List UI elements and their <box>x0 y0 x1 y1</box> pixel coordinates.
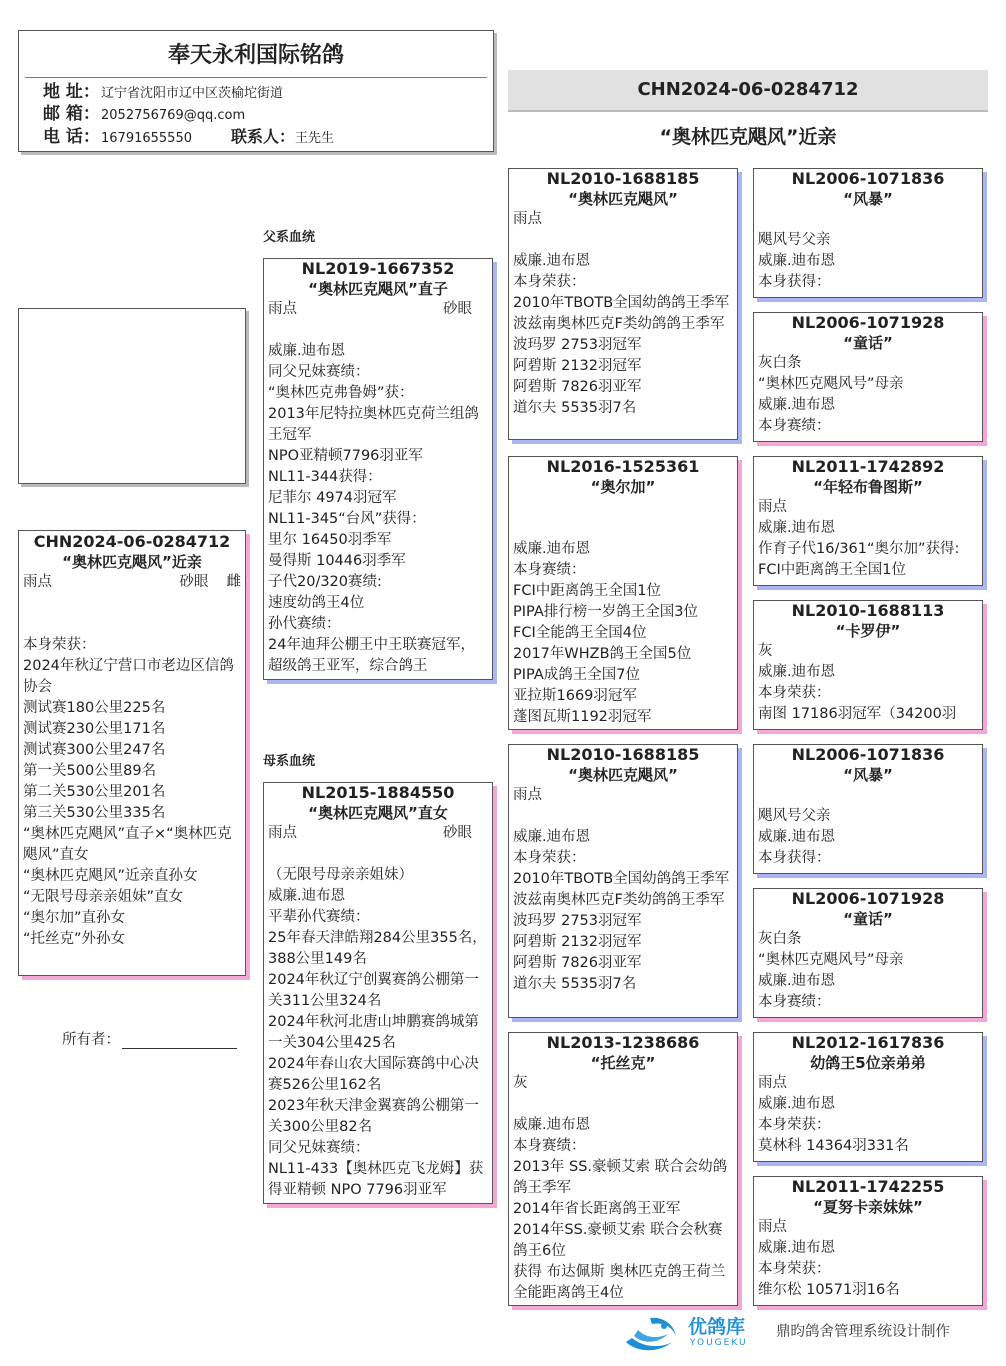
top-ring-banner <box>508 70 988 112</box>
detail-line: 本身赛绩： <box>758 418 831 434</box>
great-grandparent-card-3 <box>753 456 983 586</box>
ggp-ring: NL2010-1688113 <box>791 601 945 620</box>
grandparent-card-2 <box>508 456 738 730</box>
ggp-name: “夏努卡亲妹妹” <box>813 1198 923 1216</box>
ggp-ring: NL2011-1742892 <box>791 457 945 476</box>
detail-line: 威廉.迪布恩 <box>758 973 836 989</box>
detail-line: “奥林匹克飓风号”母亲 <box>758 376 904 392</box>
detail-line <box>264 844 492 865</box>
sire-color: 雨点 <box>268 301 297 317</box>
owner-line <box>62 1028 237 1049</box>
ggp-ring: NL2006-1071928 <box>791 313 945 332</box>
detail-line: 2010年TBOTB全国幼鸽鸽王季军 <box>513 871 730 887</box>
detail-line: 威廉.迪布恩 <box>758 1096 836 1112</box>
ggp-details <box>754 209 982 293</box>
gp-name: “奥尔加” <box>590 478 656 496</box>
gp-name: “托丝克” <box>590 1054 656 1072</box>
detail-line: 雨点 <box>758 1075 787 1091</box>
detail-line: PIPA排行榜一岁鸽王全国3位 <box>513 604 698 620</box>
detail-line: 本身获得： <box>758 274 831 290</box>
detail-line: 本身荣获： <box>23 637 96 653</box>
sire-name: “奥林匹克飓风”直子 <box>308 280 448 298</box>
yougeku-logo-icon <box>622 1312 684 1356</box>
detail-line: “奥林匹克飓风”直子×“奥林匹克飓风”直女 <box>23 826 232 863</box>
great-grandparent-card-7 <box>753 1032 983 1162</box>
detail-line: 2010年TBOTB全国幼鸽鸽王季军 <box>513 295 730 311</box>
phone-label: 电 话： <box>43 127 100 147</box>
detail-line <box>264 320 492 341</box>
detail-line: 本身荣获： <box>513 850 586 866</box>
detail-line: 道尔夫 5535羽7名 <box>513 976 637 992</box>
detail-line: 灰白条 <box>758 931 802 947</box>
dam-details <box>264 844 492 1201</box>
detail-line: 莫林科 14364羽331名 <box>758 1138 909 1154</box>
subject-eye: 砂眼 <box>179 574 209 590</box>
loft-name: 奉天永利国际铭鸽 <box>167 43 344 68</box>
detail-line: 灰白条 <box>758 355 802 371</box>
detail-line: “托丝克”外孙女 <box>23 931 126 947</box>
detail-line: 平辈孙代赛绩： <box>268 909 370 925</box>
detail-line: 2013年 SS.豪顿艾索 联合会幼鸽鸽王季军 <box>513 1159 728 1196</box>
top-pigeon-name: “奥林匹克飓风”近亲 <box>659 126 837 148</box>
detail-line: 2013年尼特拉奥林匹克荷兰组鸽王冠军 <box>268 406 479 443</box>
detail-line: 威廉.迪布恩 <box>513 541 591 557</box>
detail-line: （无限号母亲亲姐妹） <box>268 867 413 883</box>
sire-section-label: 父系血统 <box>263 230 316 245</box>
detail-line <box>509 230 737 251</box>
email-value: 2052756769@qq.com <box>101 108 246 123</box>
ggp-details <box>754 353 982 437</box>
ggp-details <box>754 641 982 725</box>
detail-line: 本身荣获： <box>513 274 586 290</box>
ggp-details <box>754 785 982 869</box>
great-grandparent-card-8 <box>753 1176 983 1306</box>
detail-line <box>509 806 737 827</box>
detail-line: 威廉.迪布恩 <box>513 829 591 845</box>
detail-line: “奥尔加”直孙女 <box>23 910 126 926</box>
detail-line: 灰 <box>513 1075 528 1091</box>
detail-line: 雨点 <box>758 499 787 515</box>
detail-line: 雨点 <box>513 787 542 803</box>
dam-section-label: 母系血统 <box>263 754 316 769</box>
dam-color: 雨点 <box>268 825 297 841</box>
detail-line: 测试赛230公里171名 <box>23 721 166 737</box>
detail-line: 2024年秋辽宁创翼赛鸽公棚第一关311公里324名 <box>268 972 479 1009</box>
footer-credit: 鼎昀鸽舍管理系统设计制作 <box>776 1324 950 1340</box>
dam-name: “奥林匹克飓风”直女 <box>308 804 448 822</box>
detail-line: FCI中距离鸽王全国1位 <box>758 562 906 578</box>
detail-line: 本身荣获： <box>758 685 831 701</box>
detail-line: 威廉.迪布恩 <box>758 397 836 413</box>
loft-header <box>18 30 494 152</box>
detail-line: 威廉.迪布恩 <box>268 343 346 359</box>
great-grandparent-card-5 <box>753 744 983 874</box>
detail-line: NL11-345“台风”获得： <box>268 511 426 527</box>
detail-line: “奥林匹克飓风号”母亲 <box>758 952 904 968</box>
gp-ring: NL2013-1238686 <box>546 1033 700 1052</box>
ggp-name: “卡罗伊” <box>835 622 901 640</box>
detail-line: NPO亚精顿7796羽亚军 <box>268 448 423 464</box>
detail-line: 本身赛绩： <box>758 994 831 1010</box>
gp-name: “奥林匹克飓风” <box>568 766 678 784</box>
detail-line: 曼得斯 10446羽季军 <box>268 553 406 569</box>
pigeon-photo <box>18 308 246 484</box>
detail-line: 尼菲尔 4974羽冠军 <box>268 490 397 506</box>
subject-achievements <box>19 635 245 950</box>
owner-label: 所有者： <box>62 1032 120 1048</box>
great-grandparent-card-1 <box>753 168 983 298</box>
ggp-name: “风暴” <box>843 766 893 784</box>
detail-line: 获得 布达佩斯 奥林匹克鸽王荷兰全能距离鸽王4位 <box>513 1264 726 1301</box>
address-value: 辽宁省沈阳市辽中区茨榆坨街道 <box>101 86 284 101</box>
detail-line: 亚拉斯1669羽冠军 <box>513 688 637 704</box>
detail-line: 同父兄妹赛绩： <box>268 364 370 380</box>
detail-line <box>509 1094 737 1115</box>
gp-ring: NL2010-1688185 <box>546 169 700 188</box>
detail-line: 24年迪拜公棚王中王联赛冠军，超级鸽王亚军，综合鸽王 <box>268 637 475 674</box>
detail-line: 阿碧斯 7826羽亚军 <box>513 379 642 395</box>
detail-line: 飓风号父亲 <box>758 808 831 824</box>
header-divider <box>25 77 487 78</box>
top-ring: CHN2024-06-0284712 <box>637 79 859 100</box>
subject-pigeon-card <box>18 530 246 976</box>
detail-line: 威廉.迪布恩 <box>268 888 346 904</box>
detail-line: 子代20/320赛绩: <box>268 574 382 590</box>
owner-blank <box>122 1048 237 1049</box>
detail-line: 同父兄妹赛绩： <box>268 1140 370 1156</box>
ggp-ring: NL2012-1617836 <box>791 1033 945 1052</box>
detail-line: “奥林匹克弗鲁姆”获： <box>268 385 414 401</box>
detail-line: 第一关500公里89名 <box>23 763 157 779</box>
detail-line <box>509 518 737 539</box>
phone-value: 16791655550 <box>101 131 192 146</box>
dam-ring: NL2015-1884550 <box>301 783 455 802</box>
detail-line: FCI全能鸽王全国4位 <box>513 625 647 641</box>
ggp-details <box>754 497 982 581</box>
detail-line: 波兹南奥林匹克F类幼鸽鸽王季军波玛罗 2753羽冠军 <box>513 316 725 353</box>
detail-line: “奥林匹克飓风”近亲直孙女 <box>23 868 198 884</box>
contact-value: 王先生 <box>295 131 335 146</box>
sire-card <box>263 258 493 680</box>
detail-line: 本身赛绩： <box>513 562 586 578</box>
address-label: 地 址： <box>43 82 100 102</box>
email-label: 邮 箱： <box>43 104 100 124</box>
dam-card <box>263 782 493 1204</box>
grandparent-card-4 <box>508 1032 738 1306</box>
detail-line: 蓬图瓦斯1192羽冠军 <box>513 709 652 725</box>
detail-line: 威廉.迪布恩 <box>758 1240 836 1256</box>
ggp-name: “童话” <box>843 910 893 928</box>
detail-line: 道尔夫 5535羽7名 <box>513 400 637 416</box>
detail-line: 波兹南奥林匹克F类幼鸽鸽王季军波玛罗 2753羽冠军 <box>513 892 725 929</box>
ggp-details <box>754 1217 982 1301</box>
logo-text-en: YOUGEKU <box>690 1338 748 1348</box>
ggp-ring: NL2006-1071836 <box>791 169 945 188</box>
ggp-name: “年轻布鲁图斯” <box>813 478 923 496</box>
ggp-ring: NL2011-1742255 <box>791 1177 945 1196</box>
detail-line: 本身荣获： <box>758 1117 831 1133</box>
ggp-details <box>754 1073 982 1157</box>
detail-line: 南图 17186羽冠军（34200羽 <box>758 706 957 722</box>
subject-sex: 雌 <box>226 574 241 590</box>
detail-line <box>754 785 982 806</box>
detail-line: 威廉.迪布恩 <box>513 253 591 269</box>
ggp-details <box>754 929 982 1013</box>
detail-line: 2014年省长距离鸽王亚军 <box>513 1201 681 1217</box>
detail-line: 阿碧斯 7826羽亚军 <box>513 955 642 971</box>
detail-line: 作育子代16/361“奥尔加”获得: <box>758 541 960 557</box>
detail-line: 雨点 <box>513 211 542 227</box>
sire-details <box>264 320 492 677</box>
logo-text-cn: 优鸽库 <box>688 1316 746 1338</box>
sire-ring: NL2019-1667352 <box>301 259 455 278</box>
great-grandparent-card-4 <box>753 600 983 730</box>
ggp-name: “童话” <box>843 334 893 352</box>
detail-line: 本身获得： <box>758 850 831 866</box>
gp-details <box>509 209 737 419</box>
detail-line: 孙代赛绩： <box>268 616 341 632</box>
gp-ring: NL2016-1525361 <box>546 457 700 476</box>
detail-line: 阿碧斯 2132羽冠军 <box>513 358 642 374</box>
ggp-ring: NL2006-1071928 <box>791 889 945 908</box>
subject-ring: CHN2024-06-0284712 <box>33 532 231 551</box>
detail-line: 威廉.迪布恩 <box>513 1117 591 1133</box>
detail-line: 测试赛300公里247名 <box>23 742 166 758</box>
detail-line: 测试赛180公里225名 <box>23 700 166 716</box>
detail-line: 2023年秋天津金翼赛鸽公棚第一关300公里82名 <box>268 1098 479 1135</box>
detail-line: 25年春天津皓翔284公里355名，388公里149名 <box>268 930 487 967</box>
detail-line: 2024年秋辽宁营口市老边区信鸽协会 <box>23 658 234 695</box>
grandparent-card-1 <box>508 168 738 440</box>
detail-line: 2014年SS.豪顿艾索 联合会秋赛鸽王6位 <box>513 1222 723 1259</box>
detail-line: 速度幼鸽王4位 <box>268 595 365 611</box>
sire-eye: 砂眼 <box>443 301 472 317</box>
detail-line: 第三关530公里335名 <box>23 805 166 821</box>
ggp-name: “风暴” <box>843 190 893 208</box>
detail-line: PIPA成鸽王全国7位 <box>513 667 640 683</box>
detail-line: 本身赛绩： <box>513 1138 586 1154</box>
gp-details <box>509 1073 737 1304</box>
detail-line: 维尔松 10571羽16名 <box>758 1282 900 1298</box>
grandparent-card-3 <box>508 744 738 1018</box>
detail-line: 2024年春山农大国际赛鸽中心决赛526公里162名 <box>268 1056 479 1093</box>
ggp-ring: NL2006-1071836 <box>791 745 945 764</box>
detail-line: 里尔 16450羽季军 <box>268 532 392 548</box>
detail-line: 第二关530公里201名 <box>23 784 166 800</box>
detail-line: 阿碧斯 2132羽冠军 <box>513 934 642 950</box>
detail-line: 威廉.迪布恩 <box>758 253 836 269</box>
detail-line: “无限号母亲亲姐妹”直女 <box>23 889 184 905</box>
great-grandparent-card-2 <box>753 312 983 442</box>
detail-line: 威廉.迪布恩 <box>758 520 836 536</box>
detail-line: 威廉.迪布恩 <box>758 829 836 845</box>
detail-line <box>754 209 982 230</box>
detail-line: 飓风号父亲 <box>758 232 831 248</box>
gp-details <box>509 497 737 728</box>
contact-label: 联系人： <box>231 127 296 146</box>
detail-line: 本身荣获： <box>758 1261 831 1277</box>
gp-name: “奥林匹克飓风” <box>568 190 678 208</box>
detail-line: 2017年WHZB鸽王全国5位 <box>513 646 692 662</box>
detail-line <box>509 497 737 518</box>
gp-ring: NL2010-1688185 <box>546 745 700 764</box>
dam-eye: 砂眼 <box>443 825 472 841</box>
detail-line: NL11-433【奥林匹克飞龙姆】获得亚精顿 NPO 7796羽亚军 <box>268 1161 484 1198</box>
detail-line: NL11-344获得： <box>268 469 382 485</box>
ggp-name: 幼鸽王5位亲弟弟 <box>810 1054 926 1072</box>
great-grandparent-card-6 <box>753 888 983 1018</box>
detail-line: 雨点 <box>758 1219 787 1235</box>
detail-line: 威廉.迪布恩 <box>758 664 836 680</box>
detail-line: FCI中距离鸽王全国1位 <box>513 583 661 599</box>
detail-line: 灰 <box>758 643 773 659</box>
subject-name: “奥林匹克飓风”近亲 <box>62 553 202 571</box>
gp-details <box>509 785 737 995</box>
detail-line: 2024年秋河北唐山坤鹏赛鸽城第一关304公里425名 <box>268 1014 479 1051</box>
footer <box>622 1310 1002 1360</box>
subject-color: 雨点 <box>23 574 52 590</box>
